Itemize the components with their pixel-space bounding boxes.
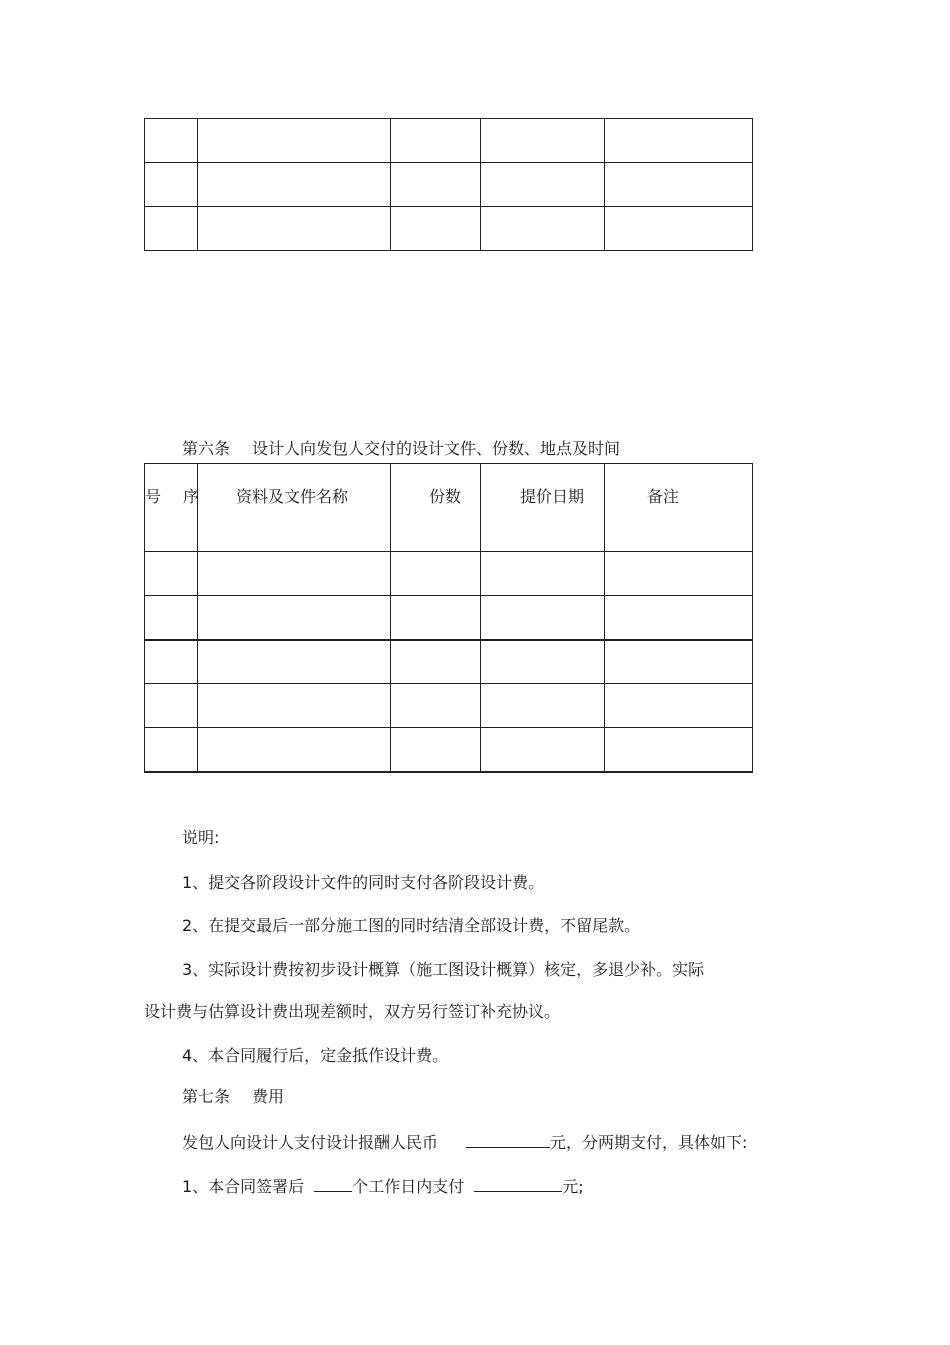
section7-text: 费用 <box>252 1087 285 1106</box>
payment-item-1: 1、本合同签署后 个工作日内支付 元; <box>182 1177 584 1196</box>
table-row <box>145 684 753 728</box>
note-item-4: 4、本合同履行后，定金抵作设计费。 <box>182 1046 449 1065</box>
deliverables-table <box>144 463 753 773</box>
section6-number: 第六条 <box>182 439 231 458</box>
note-item-1: 1、提交各阶段设计文件的同时支付各阶段设计费。 <box>182 873 545 892</box>
table-row <box>145 728 753 772</box>
table-row <box>145 640 753 684</box>
header-seq: 序 号 <box>145 464 198 552</box>
table-row <box>145 552 753 596</box>
notes-heading: 说明: <box>182 828 220 847</box>
note-item-3-line1: 3、实际设计费按初步设计概算（施工图设计概算）核定，多退少补。实际 <box>182 960 705 979</box>
total-amount-blank <box>466 1132 550 1148</box>
header-remark: 备注 <box>605 464 753 552</box>
header-name: 资料及文件名称 <box>198 464 391 552</box>
continued-table <box>144 118 753 251</box>
note-item-3-line2: 设计费与估算设计费出现差额时，双方另行签订补充协议。 <box>144 1002 561 1021</box>
table-row <box>145 596 753 640</box>
section6-text: 设计人向发包人交付的设计文件、份数、地点及时间 <box>252 439 621 458</box>
table-row <box>145 119 753 163</box>
section6-title <box>182 439 620 459</box>
header-date: 提价日期 <box>481 464 605 552</box>
first-payment-blank <box>474 1176 562 1192</box>
payment-total-line: 发包人向设计人支付设计报酬人民币 元，分两期支付，具体如下: <box>182 1133 748 1152</box>
workdays-blank <box>314 1176 352 1192</box>
section7-title <box>182 1087 284 1107</box>
table-row <box>145 207 753 251</box>
section7-number: 第七条 <box>182 1087 231 1106</box>
table-row <box>145 163 753 207</box>
table-header-row <box>145 464 753 552</box>
note-item-2: 2、在提交最后一部分施工图的同时结清全部设计费，不留尾款。 <box>182 916 641 935</box>
header-copies: 份数 <box>391 464 481 552</box>
